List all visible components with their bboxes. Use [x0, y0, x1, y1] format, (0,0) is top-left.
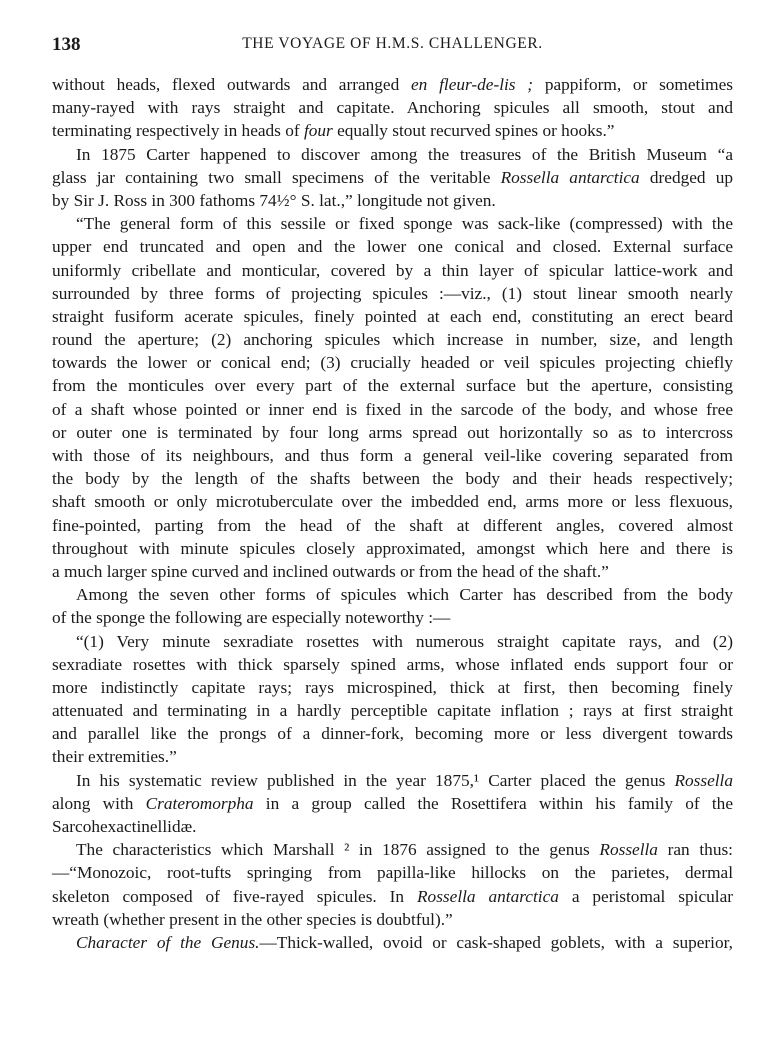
text-run: skeleton composed of five-rayed spicules. In	[52, 886, 417, 906]
text-run: Among the seven other forms of spicules which Carter has described from the body	[76, 585, 733, 605]
text-run: of a shaft whose pointed or inner end is fixed in the sarcode of the body, and whose free	[52, 399, 733, 419]
text-line	[52, 73, 733, 96]
text-line	[52, 699, 733, 722]
paragraph	[52, 73, 733, 143]
text-line	[52, 166, 733, 189]
text-run: dredged up	[639, 167, 733, 187]
text-run: terminating respectively in heads of	[52, 121, 304, 141]
text-line	[52, 421, 733, 444]
paragraph	[52, 769, 733, 839]
text-line	[52, 606, 733, 629]
text-line	[52, 885, 733, 908]
text-run: glass jar containing two small specimens of the veritable	[52, 167, 501, 187]
page-header	[52, 34, 733, 58]
text-run: without heads, flexed outwards and arranged	[52, 75, 412, 94]
text-run: fine-pointed, parting from the head of the shaft at different angles, covered almost	[52, 515, 733, 535]
text-run: the body by the length of the shafts between the body and their heads respectively;	[52, 469, 733, 489]
text-line	[52, 212, 733, 235]
italic-text: Rossella	[674, 770, 733, 790]
text-run: The characteristics which Marshall ² in 1876 assigned to the genus	[76, 840, 600, 860]
text-line	[52, 792, 733, 815]
text-line	[52, 96, 733, 119]
text-line	[52, 908, 733, 931]
text-line	[52, 583, 733, 606]
text-run: their extremities.”	[52, 747, 177, 767]
text-line	[52, 931, 733, 954]
text-line	[52, 815, 733, 838]
text-line	[52, 769, 733, 792]
text-run: round the aperture; (2) anchoring spicules which increase in number, size, and length	[52, 330, 733, 350]
italic-text: Character of the Genus.	[76, 932, 260, 952]
text-line	[52, 351, 733, 374]
text-run: “The general form of this sessile or fixed sponge was sack-like (compressed) with the	[76, 214, 733, 234]
paragraph	[52, 583, 733, 629]
text-run: shaft smooth or only microtuberculate over the imbedded end, arms more or less flexuous,	[52, 492, 733, 512]
paragraph	[52, 212, 733, 583]
text-run: attenuated and terminating in a hardly perceptible capitate inflation ; rays at first straight	[52, 701, 733, 721]
text-line	[52, 235, 733, 258]
paragraph	[52, 931, 733, 954]
text-run: —“Monozoic, root-tufts springing from papilla-like hillocks on the parietes, dermal	[52, 863, 733, 883]
text-run: throughout with minute spicules closely approximated, amongst which here and there is	[52, 538, 733, 558]
text-line	[52, 560, 733, 583]
text-run: with those of its neighbours, and thus form a general veil-like covering separated from	[52, 446, 733, 465]
text-line	[52, 745, 733, 768]
text-line	[52, 838, 733, 861]
text-line	[52, 259, 733, 282]
text-run: surrounded by three forms of projecting spicules :—viz., (1) stout linear smooth nearly	[52, 283, 733, 303]
text-line	[52, 537, 733, 560]
running-title: THE VOYAGE OF H.M.S. CHALLENGER.	[242, 35, 543, 52]
text-line	[52, 374, 733, 397]
text-line	[52, 722, 733, 745]
text-line	[52, 398, 733, 421]
text-line	[52, 143, 733, 166]
text-run: wreath (whether present in the other species is doubtful).”	[52, 909, 453, 929]
text-run: of the sponge the following are especially noteworthy :—	[52, 608, 451, 628]
body-text	[52, 73, 733, 954]
text-line	[52, 861, 733, 884]
text-run: pappiform, or sometimes	[533, 75, 733, 94]
text-run: many-rayed with rays straight and capitate. Anchoring spicules all smooth, stout and	[52, 98, 733, 118]
text-line	[52, 676, 733, 699]
text-run: a much larger spine curved and inclined outwards or from the head of the shaft.”	[52, 561, 609, 581]
text-run: In his systematic review published in the year 1875,¹ Carter placed the genus	[76, 770, 675, 790]
text-run: a peristomal spicular	[558, 886, 733, 906]
text-line	[52, 514, 733, 537]
text-line	[52, 305, 733, 328]
text-line	[52, 328, 733, 351]
text-run: “(1) Very minute sexradiate rosettes with numerous straight capitate rays, and (2)	[76, 631, 733, 651]
paragraph	[52, 143, 733, 213]
italic-text: four	[303, 121, 333, 141]
text-run: from the monticules over every part of the external surface but the aperture, consisting	[52, 376, 733, 396]
text-run: towards the lower or conical end; (3) crucially headed or veil spicules projecting chiefly	[52, 353, 733, 373]
text-run: ran thus:	[657, 840, 733, 860]
text-run: equally stout recurved spines or hooks.”	[332, 121, 615, 141]
text-run: —Thick-walled, ovoid or cask-shaped goblets, with a superior,	[259, 932, 733, 952]
text-line	[52, 630, 733, 653]
text-run: or outer one is terminated by four long arms spread out horizontally so as to intercross	[52, 422, 733, 442]
text-run: by Sir J. Ross in 300 fathoms 74½° S. lat.,” longitude not given.	[52, 190, 496, 210]
text-line	[52, 444, 733, 467]
text-line	[52, 119, 733, 142]
italic-text: Rossella antarctica	[417, 886, 559, 906]
paragraph	[52, 630, 733, 769]
text-run: in a group called the Rosettifera within his family of the	[253, 793, 733, 813]
text-line	[52, 282, 733, 305]
text-run: sexradiate rosettes with thick sparsely spined arms, whose inflated ends support four or	[52, 654, 733, 674]
page-number: 138	[52, 34, 81, 55]
italic-text: Rossella	[599, 840, 658, 860]
italic-text: en fleur-de-lis ;	[411, 75, 534, 94]
text-line	[52, 189, 733, 212]
italic-text: Rossella antarctica	[500, 167, 640, 187]
text-run: along with	[52, 793, 146, 813]
text-run: more indistinctly capitate rays; rays microspined, thick at first, then becoming finely	[52, 677, 733, 697]
text-line	[52, 467, 733, 490]
text-run: straight fusiform acerate spicules, finely pointed at each end, constituting an erect beard	[52, 306, 733, 326]
text-run: In 1875 Carter happened to discover among the treasures of the British Museum “a	[76, 144, 733, 164]
text-run: and parallel like the prongs of a dinner-fork, becoming more or less divergent towards	[52, 724, 733, 744]
text-run: Sarcohexactinellidæ.	[52, 817, 197, 836]
text-line	[52, 490, 733, 513]
text-run: uniformly cribellate and monticular, covered by a thin layer of spicular lattice-work and	[52, 260, 733, 280]
paragraph	[52, 838, 733, 931]
italic-text: Crateromorpha	[145, 793, 254, 813]
text-run: upper end truncated and open and the lower one conical and closed. External surface	[52, 237, 733, 257]
text-line	[52, 653, 733, 676]
